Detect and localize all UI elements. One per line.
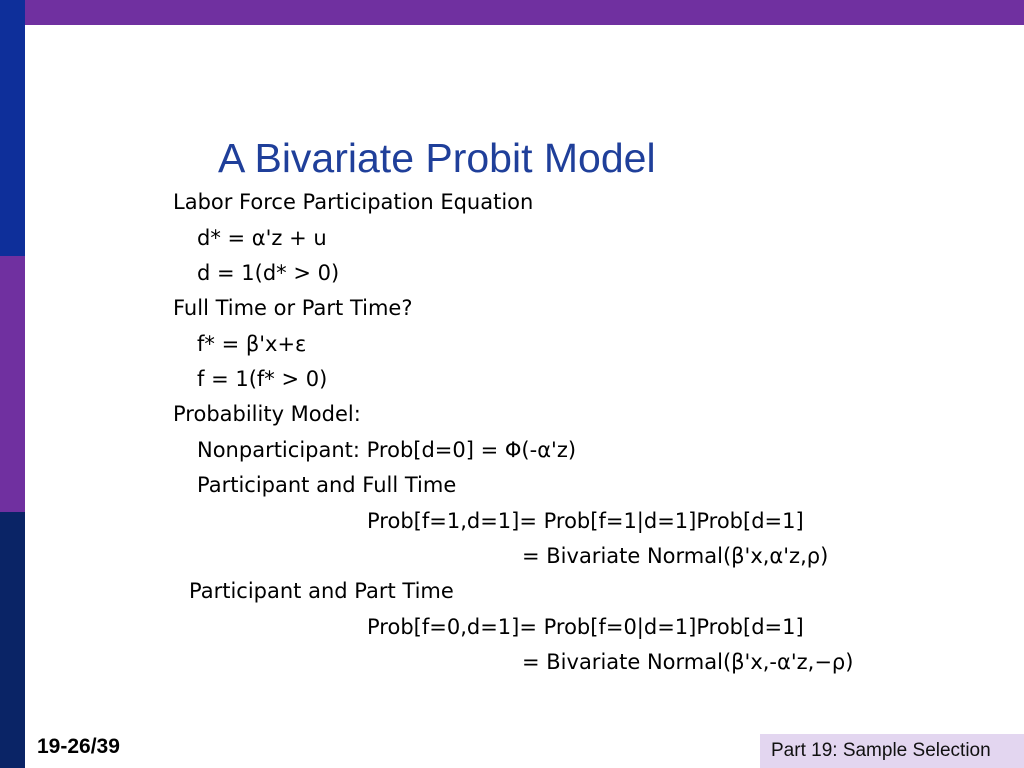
left-color-strip (0, 0, 25, 768)
line-nonparticipant: Nonparticipant: Prob[d=0] = Φ(-α'z) (197, 438, 577, 462)
line-prob-f1-d1: Prob[f=1,d=1]= Prob[f=1|d=1]Prob[d=1] (367, 509, 804, 533)
line-participant-part-time: Participant and Part Time (189, 579, 454, 603)
line-full-part-heading: Full Time or Part Time? (173, 296, 413, 320)
line-d-indicator: d = 1(d* > 0) (197, 261, 340, 285)
left-strip-segment-navy (0, 512, 25, 768)
line-bivariate-normal-neg-rho: = Bivariate Normal(β'x,-α'z,−ρ) (522, 650, 854, 674)
line-prob-f0-d1: Prob[f=0,d=1]= Prob[f=0|d=1]Prob[d=1] (367, 615, 804, 639)
line-bivariate-normal-rho: = Bivariate Normal(β'x,α'z,ρ) (522, 544, 829, 568)
line-labor-force-heading: Labor Force Participation Equation (173, 190, 534, 214)
line-f-indicator: f = 1(f* > 0) (197, 367, 328, 391)
slide-page-number: 19-26/39 (37, 735, 120, 758)
section-label: Part 19: Sample Selection (760, 734, 1024, 768)
slide-title: A Bivariate Probit Model (218, 135, 656, 181)
line-probability-model-heading: Probability Model: (173, 402, 361, 426)
top-bar (0, 0, 1024, 25)
left-strip-segment-purple (0, 256, 25, 512)
left-strip-segment-blue (0, 0, 25, 256)
line-d-star-equation: d* = α'z + u (197, 226, 327, 250)
line-participant-full-time: Participant and Full Time (197, 473, 457, 497)
line-f-star-equation: f* = β'x+ε (197, 332, 307, 356)
